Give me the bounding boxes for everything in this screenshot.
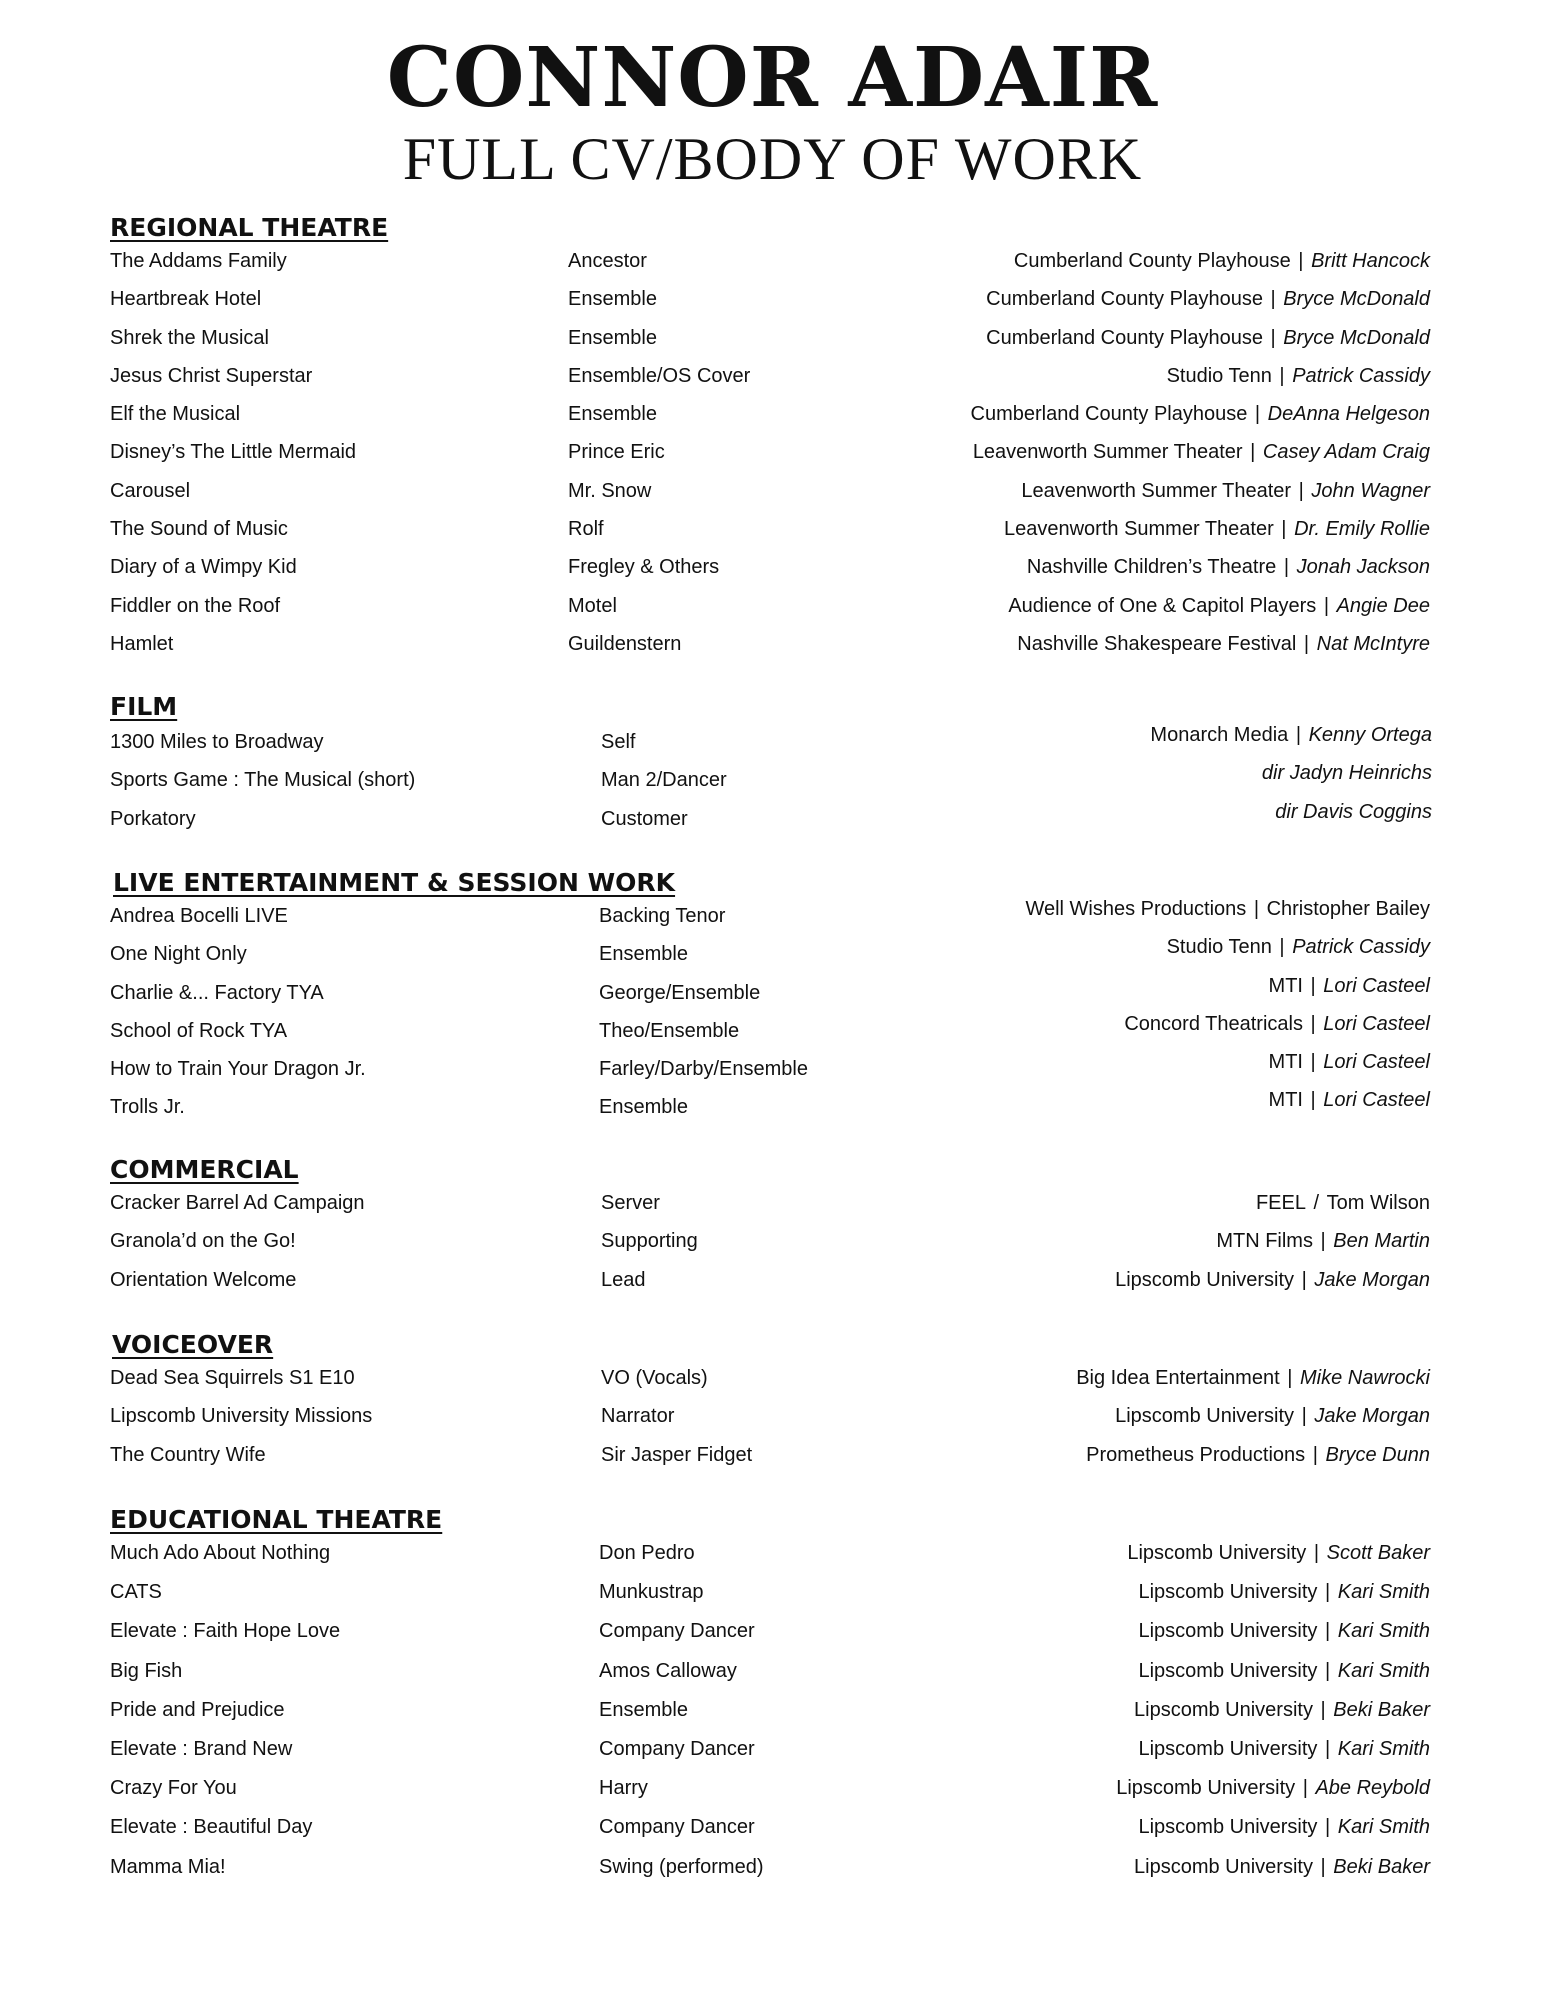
role: Man 2/Dancer [601, 769, 727, 792]
director: Patrick Cassidy [1292, 364, 1430, 387]
company: Studio Tenn [1166, 364, 1272, 387]
director: Jake Morgan [1314, 1268, 1430, 1291]
credit-row [110, 1534, 1430, 1573]
section-title: EDUCATIONAL THEATRE [110, 1505, 443, 1534]
credit-row [110, 1573, 1430, 1612]
company: Lipscomb University [1116, 1777, 1296, 1800]
role: Ensemble [568, 403, 657, 426]
director: Angie Dee [1336, 594, 1430, 617]
company-director: Leavenworth Summer Theater | John Wagner [1021, 479, 1430, 502]
role: Ensemble/OS Cover [568, 364, 751, 387]
director: Lori Casteel [1323, 1051, 1430, 1074]
director: Casey Adam Craig [1262, 441, 1430, 464]
company: Monarch Media [1150, 724, 1289, 746]
company: Leavenworth Summer Theater [972, 441, 1243, 464]
role: Munkustrap [599, 1581, 704, 1604]
role: Theo/Ensemble [599, 1019, 740, 1042]
credit-row [110, 1184, 1430, 1222]
role: Ancestor [568, 250, 647, 272]
section-title: COMMERCIAL [110, 1155, 299, 1184]
director: Abe Reybold [1315, 1777, 1430, 1800]
director: Kari Smith [1337, 1620, 1430, 1643]
production-title: The Addams Family [110, 250, 287, 272]
company-director: Lipscomb University | Beki Baker [1134, 1855, 1430, 1878]
company: MTI [1268, 1051, 1303, 1074]
credit-row [110, 242, 1430, 280]
credit-row [110, 587, 1430, 625]
director: John Wagner [1311, 479, 1430, 502]
section-title: REGIONAL THEATRE [110, 213, 389, 242]
company-director: Nashville Children’s Theatre | Jonah Jackson [1026, 556, 1430, 579]
company-director [110, 754, 1432, 792]
company-director: FEEL / Tom Wilson [1255, 1192, 1430, 1214]
role: Server [601, 1192, 660, 1214]
film-credits [110, 716, 1432, 831]
credit-row [110, 1691, 1430, 1730]
company-director: MTI | Lori Casteel [1268, 1089, 1430, 1112]
production-title: Granola’d on the Go! [110, 1230, 296, 1253]
company: Nashville Shakespeare Festival [1017, 632, 1297, 655]
production-title: Andrea Bocelli LIVE [110, 905, 288, 927]
company: FEEL [1255, 1192, 1306, 1214]
company: Leavenworth Summer Theater [1003, 518, 1274, 541]
company-director: Prometheus Productions | Bryce Dunn [1086, 1443, 1430, 1466]
director: dir Davis Coggins [1275, 800, 1432, 823]
company: Big Idea Entertainment [1076, 1367, 1280, 1389]
production-title: Trolls Jr. [110, 1096, 185, 1119]
company: Cumberland County Playhouse [986, 288, 1263, 311]
director: Kenny Ortega [1308, 724, 1432, 746]
role: Mr. Snow [568, 479, 652, 502]
production-title: Elevate : Brand New [110, 1737, 293, 1760]
role: Farley/Darby/Ensemble [599, 1058, 808, 1081]
company-director: MTI | Lori Casteel [1268, 1051, 1430, 1074]
production-title: Sports Game : The Musical (short) [110, 769, 416, 792]
credit-row [110, 1652, 1430, 1691]
director: Jonah Jackson [1296, 556, 1430, 579]
company: Concord Theatricals [1124, 1012, 1303, 1035]
company: Lipscomb University [1138, 1620, 1318, 1643]
director: Christopher Bailey [1266, 898, 1430, 920]
company-director: Well Wishes Productions | Christopher Bailey [1025, 898, 1430, 920]
production-title: Cracker Barrel Ad Campaign [110, 1192, 365, 1214]
role: Swing (performed) [599, 1855, 764, 1878]
company: Cumberland County Playhouse [986, 326, 1263, 349]
production-title: How to Train Your Dragon Jr. [110, 1058, 366, 1081]
production-title: Elevate : Beautiful Day [110, 1816, 313, 1839]
production-title: Fiddler on the Roof [110, 594, 281, 617]
role: Customer [601, 807, 688, 830]
company-director: Cumberland County Playhouse | DeAnna Helgeson [970, 403, 1430, 426]
credit-row [110, 357, 1430, 395]
credit-row [110, 433, 1430, 471]
production-title: Much Ado About Nothing [110, 1542, 331, 1564]
credit-list [110, 1534, 1430, 1887]
company-director [110, 793, 1432, 831]
production-title: Carousel [110, 479, 191, 502]
live-credits [110, 890, 1430, 1120]
director: dir Jadyn Heinrichs [1261, 762, 1432, 785]
credit-row [110, 1612, 1430, 1651]
role: Company Dancer [599, 1816, 755, 1839]
production-title: Mamma Mia! [110, 1855, 226, 1878]
director: Jake Morgan [1314, 1405, 1430, 1428]
company: Prometheus Productions [1086, 1443, 1306, 1466]
production-title: Disney’s The Little Mermaid [110, 441, 357, 464]
company: MTN Films [1216, 1230, 1313, 1253]
company-director: Lipscomb University | Kari Smith [1138, 1581, 1430, 1604]
credit-row [110, 1261, 1430, 1299]
production-title: CATS [110, 1581, 162, 1604]
company-director: Monarch Media | Kenny Ortega [1150, 724, 1432, 746]
company-director: Lipscomb University | Kari Smith [1138, 1620, 1430, 1643]
director: Lori Casteel [1323, 1012, 1430, 1035]
company-director: Cumberland County Playhouse | Bryce McDonald [986, 326, 1430, 349]
performer-name: CONNOR ADAIR [386, 30, 1159, 126]
company-director: Studio Tenn | Patrick Cassidy [1166, 936, 1430, 959]
company: Lipscomb University [1138, 1737, 1318, 1760]
credit-row [110, 1359, 1430, 1397]
company-director: MTN Films | Ben Martin [1216, 1230, 1430, 1253]
production-title: Diary of a Wimpy Kid [110, 556, 297, 579]
director: Lori Casteel [1323, 974, 1430, 997]
credit-row [110, 472, 1430, 510]
production-title: The Country Wife [110, 1443, 266, 1466]
director: Patrick Cassidy [1292, 936, 1430, 959]
section-title: LIVE ENTERTAINMENT & SESSION WORK [113, 868, 676, 897]
production-title: Shrek the Musical [110, 326, 269, 349]
production-title: Hamlet [110, 632, 174, 655]
director: DeAnna Helgeson [1267, 403, 1430, 426]
company-director: Lipscomb University | Kari Smith [1138, 1737, 1430, 1760]
credit-row [110, 395, 1430, 433]
production-title: Jesus Christ Superstar [110, 364, 313, 387]
director: Ben Martin [1333, 1230, 1430, 1253]
company-director: Lipscomb University | Scott Baker [1127, 1542, 1430, 1564]
director: Bryce McDonald [1283, 326, 1430, 349]
credit-row [110, 1730, 1430, 1769]
credit-row [110, 1808, 1430, 1847]
company-director: Lipscomb University | Jake Morgan [1115, 1268, 1430, 1291]
production-title: Heartbreak Hotel [110, 288, 262, 311]
company-director: Cumberland County Playhouse | Bryce McDonald [986, 288, 1430, 311]
production-title: Charlie &... Factory TYA [110, 981, 324, 1004]
credit-row [110, 1769, 1430, 1808]
role: Self [601, 731, 636, 753]
role: Rolf [568, 518, 604, 541]
role: Lead [601, 1268, 646, 1291]
director: Britt Hancock [1311, 250, 1430, 272]
company-director: Lipscomb University | Kari Smith [1138, 1816, 1430, 1839]
company: Lipscomb University [1134, 1698, 1313, 1721]
production-title: 1300 Miles to Broadway [110, 731, 324, 753]
director: Bryce Dunn [1325, 1443, 1430, 1466]
production-title: The Sound of Music [110, 518, 288, 541]
company-director: MTI | Lori Casteel [1268, 974, 1430, 997]
company-director: Big Idea Entertainment | Mike Nawrocki [1076, 1367, 1430, 1389]
production-title: One Night Only [110, 943, 247, 966]
director: Tom Wilson [1326, 1192, 1430, 1214]
credit-row [110, 280, 1430, 318]
credit-row [110, 1222, 1430, 1260]
production-title: Big Fish [110, 1659, 183, 1682]
production-title: Orientation Welcome [110, 1268, 297, 1291]
role: Don Pedro [599, 1542, 695, 1564]
director: Mike Nawrocki [1299, 1367, 1430, 1389]
company: MTI [1268, 974, 1303, 997]
section-film [110, 692, 1430, 836]
section-voiceover [110, 1330, 1430, 1474]
company: Lipscomb University [1138, 1816, 1318, 1839]
company-director: Leavenworth Summer Theater | Casey Adam Craig [972, 441, 1430, 464]
director: Kari Smith [1337, 1581, 1430, 1604]
company: Lipscomb University [1134, 1855, 1313, 1878]
role: Sir Jasper Fidget [601, 1443, 753, 1466]
production-title: Dead Sea Squirrels S1 E10 [110, 1367, 355, 1389]
role: Company Dancer [599, 1737, 755, 1760]
production-title: Pride and Prejudice [110, 1698, 285, 1721]
company-director: Leavenworth Summer Theater | Dr. Emily Rollie [1003, 518, 1430, 541]
credit-row [110, 1397, 1430, 1435]
company: Lipscomb University [1138, 1581, 1318, 1604]
company-director: Studio Tenn | Patrick Cassidy [1166, 364, 1430, 387]
company: Leavenworth Summer Theater [1021, 479, 1292, 502]
director: Scott Baker [1326, 1542, 1430, 1564]
credit-row [110, 625, 1430, 663]
director: Kari Smith [1337, 1737, 1430, 1760]
role: Narrator [601, 1405, 675, 1428]
role: Supporting [601, 1230, 698, 1253]
role: Ensemble [568, 288, 657, 311]
section-title: FILM [110, 692, 178, 721]
company-director: Lipscomb University | Jake Morgan [1115, 1405, 1430, 1428]
page-subtitle: FULL CV/BODY OF WORK [402, 126, 1143, 192]
company-director: Nashville Shakespeare Festival | Nat McIntyre [1017, 632, 1430, 655]
role: Prince Eric [568, 441, 665, 464]
company-director: Lipscomb University | Kari Smith [1138, 1659, 1430, 1682]
company: Nashville Children’s Theatre [1026, 556, 1277, 579]
role: Motel [568, 594, 617, 617]
role: Amos Calloway [599, 1659, 737, 1682]
director: Lori Casteel [1323, 1089, 1430, 1112]
company: Lipscomb University [1115, 1405, 1295, 1428]
production-title: Porkatory [110, 807, 196, 830]
production-title: Crazy For You [110, 1777, 237, 1800]
section-commercial [110, 1155, 1430, 1299]
role: George/Ensemble [599, 981, 761, 1004]
company-director: Audience of One & Capitol Players | Angie Dee [1008, 594, 1430, 617]
section-title: VOICEOVER [112, 1330, 274, 1359]
credit-row [110, 319, 1430, 357]
credit-row [110, 1848, 1430, 1887]
company: Audience of One & Capitol Players [1008, 594, 1317, 617]
company-director: Cumberland County Playhouse | Britt Hancock [1013, 250, 1430, 272]
director: Kari Smith [1337, 1816, 1430, 1839]
company: Lipscomb University [1115, 1268, 1295, 1291]
production-title: Elevate : Faith Hope Love [110, 1620, 341, 1643]
director: Kari Smith [1337, 1659, 1430, 1682]
role: Company Dancer [599, 1620, 755, 1643]
director: Dr. Emily Rollie [1294, 518, 1430, 541]
director: Nat McIntyre [1316, 632, 1430, 655]
company: Lipscomb University [1127, 1542, 1307, 1564]
role: Guildenstern [568, 632, 682, 655]
production-title: Elf the Musical [110, 403, 241, 426]
director: Bryce McDonald [1283, 288, 1430, 311]
company: MTI [1268, 1089, 1303, 1112]
section-live-entertainment [110, 868, 1430, 1127]
credit-list [110, 242, 1430, 663]
role: Ensemble [599, 943, 688, 966]
company: Well Wishes Productions [1025, 898, 1247, 920]
section-regional-theatre [110, 213, 1430, 663]
role: Ensemble [599, 1096, 688, 1119]
credit-list [110, 1359, 1430, 1474]
production-title: Lipscomb University Missions [110, 1405, 373, 1428]
company-director: Concord Theatricals | Lori Casteel [1124, 1012, 1430, 1035]
role: Ensemble [599, 1698, 688, 1721]
cv-header [0, 30, 1545, 192]
credit-row [110, 510, 1430, 548]
company-director: Lipscomb University | Abe Reybold [1116, 1777, 1430, 1800]
director: Beki Baker [1333, 1855, 1430, 1878]
director: Beki Baker [1333, 1698, 1430, 1721]
role: Harry [599, 1777, 648, 1800]
section-educational-theatre [110, 1505, 1430, 1887]
role: Ensemble [568, 326, 657, 349]
role: Fregley & Others [568, 556, 720, 579]
credit-list [110, 1184, 1430, 1299]
company-director: Lipscomb University | Beki Baker [1134, 1698, 1430, 1721]
role: Backing Tenor [599, 905, 726, 927]
company: Studio Tenn [1166, 936, 1272, 959]
company: Cumberland County Playhouse [1013, 250, 1291, 272]
company: Cumberland County Playhouse [970, 403, 1248, 426]
credit-row [110, 548, 1430, 586]
production-title: School of Rock TYA [110, 1019, 288, 1042]
role: VO (Vocals) [601, 1367, 708, 1389]
company: Lipscomb University [1138, 1659, 1318, 1682]
credit-row [110, 1436, 1430, 1474]
